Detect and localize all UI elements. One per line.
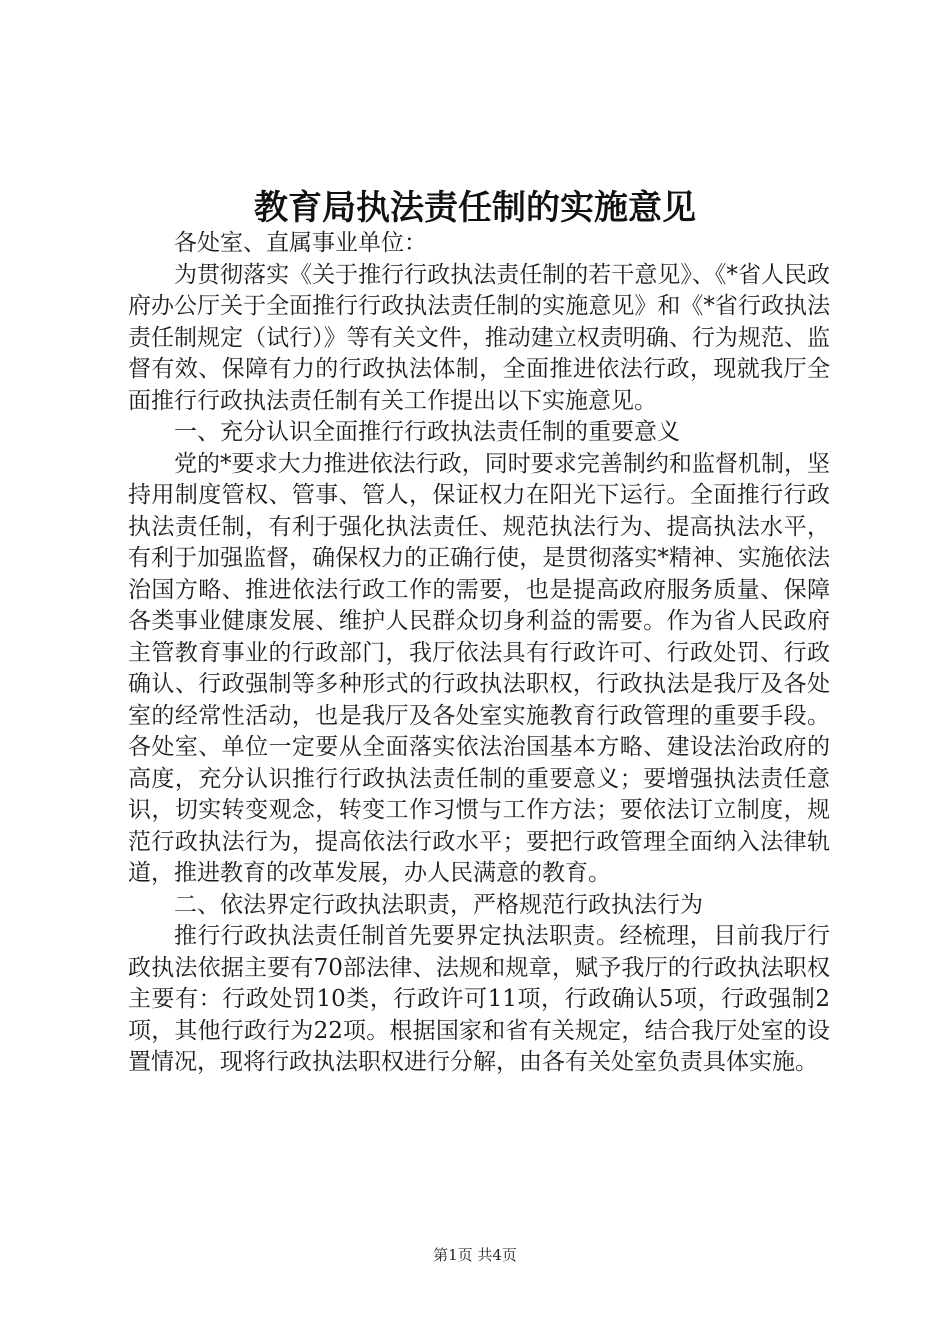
section-heading-1: 一、充分认识全面推行行政执法责任制的重要意义 <box>174 419 680 445</box>
document-title: 教育局执法责任制的实施意见 <box>254 188 696 228</box>
salutation: 各处室、直属事业单位： <box>174 230 427 256</box>
section-heading-2: 二、依法界定行政执法职责，严格规范行政执法行为 <box>174 891 703 918</box>
page-number-footer: 第1页 共4页 <box>433 1246 517 1264</box>
section-1-paragraph: 党的*要求大力推进依法行政，同时要求完善制约和监督机制，坚持用制度管权、管事、管人，保证权力在阳光下运行。全面推行行政执法责任制，有利于强化执法责任、规范执法行为、提高执法水平，有利于加强监督，确保权力的正确行使，是贯彻落实*精神、实施依法治国方略、推进依法行政工作的需要，也是提高政府服务质量、保障各类事业健康发展、维护人民群众切身利益的需要。作为省人民政府主管教育事业的行政部门，我厅依法具有行政许可、行政处罚、行政确认、行政强制等多种形式的行政执法职权，行政执法是我厅及各处室的经常性活动，也是我厅及各处室实施教育行政管理的重要手段。各处室、单位一定要从全面落实依法治国基本方略、建设法治政府的高度，充分认识推行行政执法责任制的重要意义；要增强执法责任意识，切实转变观念，转变工作习惯与工作方法；要依法订立制度，规范行政执法行为，提高依法行政水平；要把行政管理全面纳入法律轨道，推进教育的改革发展，办人民满意的教育。 <box>128 450 830 886</box>
document-body <box>128 228 830 1079</box>
section-2-paragraph: 推行行政执法责任制首先要界定执法职责。经梳理，目前我厅行政执法依据主要有70部法律、法规和规章，赋予我厅的行政执法职权主要有：行政处罚10类，行政许可11项，行政确认5项，行政强制2项，其他行政行为22项。根据国家和省有关规定，结合我厅处室的设置情况，现将行政执法职权进行分解，由各有关处室负责具体实施。 <box>128 923 830 1075</box>
intro-paragraph: 为贯彻落实《关于推行行政执法责任制的若干意见》、《*省人民政府办公厅关于全面推行行政执法责任制的实施意见》和《*省行政执法责任制规定（试行）》等有关文件，推动建立权责明确、行为规范、监督有效、保障有力的行政执法体制，全面推进依法行政，现就我厅全面推行行政执法责任制有关工作提出以下实施意见。 <box>128 261 830 414</box>
